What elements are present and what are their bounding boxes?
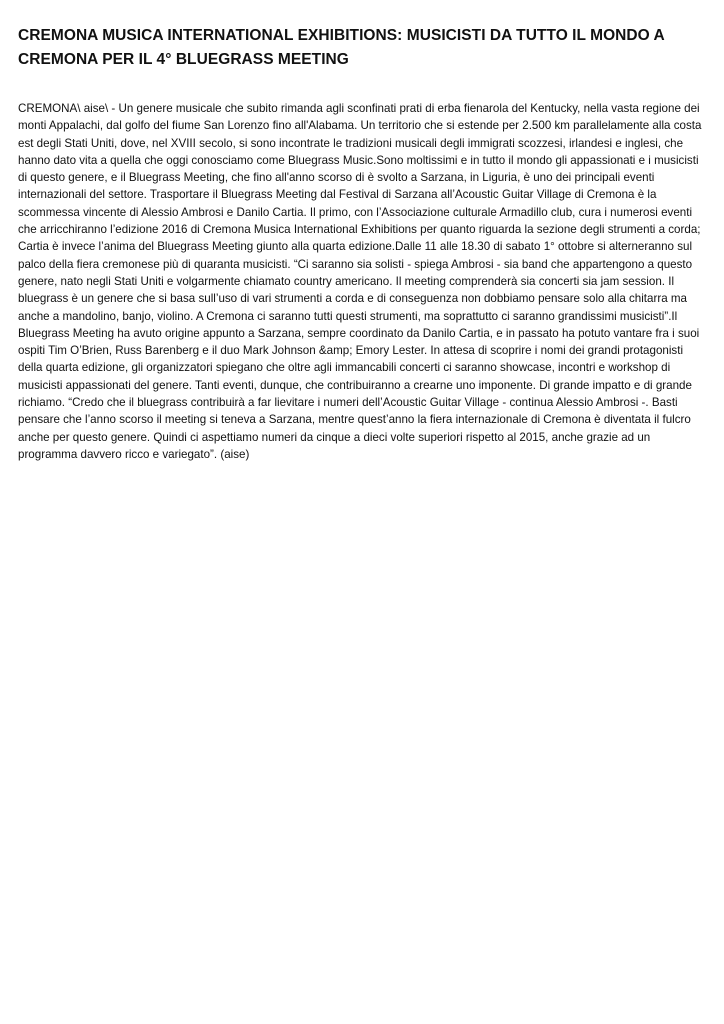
article-title: CREMONA MUSICA INTERNATIONAL EXHIBITIONS: MUSICISTI DA TUTTO IL MONDO A CREMONA PER IL 4° BLUEGRASS MEETING	[18, 27, 665, 68]
article-page	[18, 24, 708, 463]
article-body: CREMONA\ aise\ - Un genere musicale che subito rimanda agli sconfinati prati di erba fienarola del Kentucky, nella vasta regione dei monti Appalachi, dal golfo del fiume San Lorenzo fino all'Alabama. Un territorio che si estende per 2.500 km parallelamente alla costa est degli Stati Uniti, dove, nel XVIII secolo, si sono incontrate le tradizioni musicali degli immigrati scozzesi, irlandesi e inglesi, che hanno dato vita a quella che oggi conosciamo come Bluegrass Music.Sono moltissimi e in tutto il mondo gli appassionati e i musicisti di questo genere, e il Bluegrass Meeting, che fino all'anno scorso di è svolto a Sarzana, in Liguria, è uno dei principali eventi internazionali del settore. Trasportare il Bluegrass Meeting dal Festival di Sarzana all’Acoustic Guitar Village di Cremona è la scommessa vincente di Alessio Ambrosi e Danilo Cartia. Il primo, con l’Associazione culturale Armadillo club, cura i numerosi eventi che arricchiranno l’edizione 2016 di Cremona Musica International Exhibitions per quanto riguarda la sezione degli strumenti a corda; Cartia è invece l’anima del Bluegrass Meeting giunto alla quarta edizione.Dalle 11 alle 18.30 di sabato 1° ottobre si alterneranno sul palco della fiera cremonese più di quaranta musicisti. “Ci saranno sia solisti - spiega Ambrosi - sia band che appartengono a questo genere, nato negli Stati Uniti e volgarmente chiamato country americano. Il meeting comprenderà sia concerti sia jam session. Il bluegrass è un genere che si basa sull’uso di vari strumenti a corda e di conseguenza non dobbiamo pensare solo alla chitarra ma anche a mandolino, banjo, violino. A Cremona ci saranno tutti questi strumenti, ma soprattutto ci saranno grandissimi musicisti”.Il Bluegrass Meeting ha avuto origine appunto a Sarzana, sempre coordinato da Danilo Cartia, e in passato ha potuto vantare fra i suoi ospiti Tim O’Brien, Russ Barenberg e il duo Mark Johnson &amp; Emory Lester. In attesa di scoprire i nomi dei grandi protagonisti della quarta edizione, gli organizzatori spiegano che oltre agli immancabili concerti ci saranno showcase, incontri e workshop di musicisti appassionati del genere. Tanti eventi, dunque, che contribuiranno a crearne uno imponente. Di grande impatto e di grande richiamo. “Credo che il bluegrass contribuirà a far lievitare i numeri dell’Acoustic Guitar Village - continua Alessio Ambrosi -. Basti pensare che l’anno scorso il meeting si teneva a Sarzana, mentre quest’anno la fiera internazionale di Cremona è diventata il fulcro anche per questo genere. Quindi ci aspettiamo numeri da cinque a dieci volte superiori rispetto al 2015, anche grazie ad un programma davvero ricco e variegato”. (aise)	[18, 102, 702, 461]
